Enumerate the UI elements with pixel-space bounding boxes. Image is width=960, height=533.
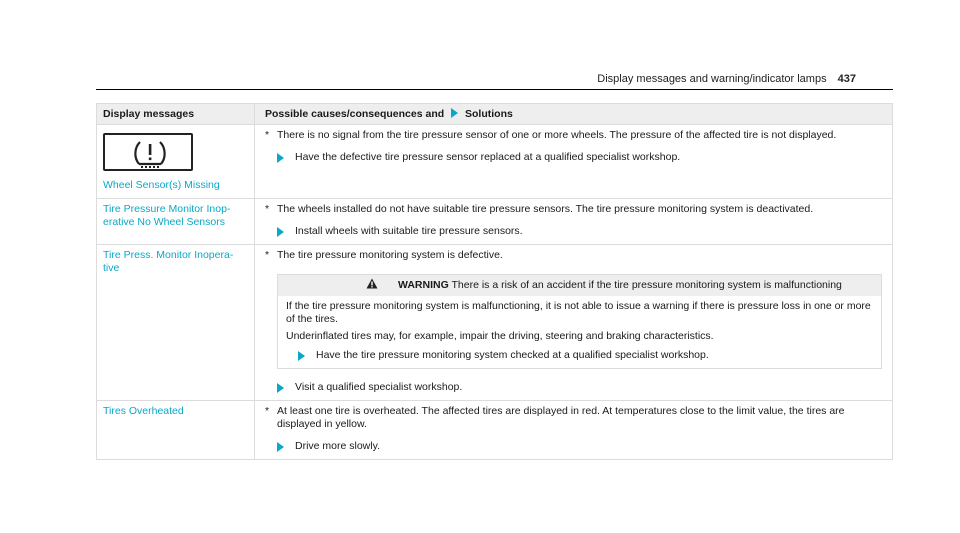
- arrow-right-icon: [277, 153, 284, 163]
- warning-triangle-icon: [366, 278, 378, 289]
- solution: Have the tire pressure monitoring system checked at a qualified specialist workshop.: [316, 349, 709, 361]
- cause-cell: [255, 125, 892, 198]
- section-title: Display messages and warning/indicator lamps: [597, 73, 827, 85]
- solution: Visit a qualified specialist workshop.: [295, 381, 463, 393]
- message-cell: [97, 401, 255, 459]
- arrow-right-icon: [298, 351, 305, 361]
- solution: Drive more slowly.: [295, 440, 380, 452]
- col-header-display-messages: Display messages: [97, 104, 255, 124]
- arrow-right-icon: [451, 108, 458, 118]
- header-rule: [96, 89, 893, 90]
- display-message: Tire Press. Monitor Inopera-tive: [103, 249, 234, 274]
- display-message: Wheel Sensor(s) Missing: [103, 179, 220, 191]
- header-title: [597, 73, 856, 85]
- arrow-right-icon: [277, 442, 284, 452]
- cause: At least one tire is overheated. The affected tires are displayed in red. At temperatures close to the limit value, the tires are displayed in yellow.: [277, 405, 845, 430]
- warning-paragraph: If the tire pressure monitoring system is malfunctioning, it is not able to issue a warning if there is pressure loss in one or more of the tires.: [286, 300, 871, 325]
- cause-text: * At least one tire is overheated. The affected tires are displayed in red. At temperatures close to the limit value, the tires are displayed in yellow.: [265, 405, 845, 430]
- table-header-row: [97, 104, 892, 124]
- solution-step: [265, 440, 882, 453]
- table-row: [97, 124, 892, 198]
- message-cell: [97, 125, 255, 198]
- table-row: [97, 198, 892, 244]
- cause-text: * The tire pressure monitoring system is defective.: [265, 249, 503, 261]
- warning-header: [278, 275, 881, 296]
- cause: There is no signal from the tire pressure sensor of one or more wheels. The pressure of the affected tire is not displayed.: [277, 129, 837, 141]
- display-message: Tire Pressure Monitor Inop-erative No Wheel Sensors: [103, 203, 231, 228]
- display-message: Tires Overheated: [103, 405, 184, 417]
- warning-label: WARNING: [398, 279, 449, 291]
- col-header-causes-solutions: [255, 104, 892, 124]
- cause-cell: [255, 199, 892, 244]
- solution: Install wheels with suitable tire pressure sensors.: [295, 225, 523, 237]
- cause-cell: [255, 245, 892, 400]
- display-messages-table: [96, 103, 893, 460]
- solution: Have the defective tire pressure sensor replaced at a qualified specialist workshop.: [295, 151, 681, 163]
- solution-step: [265, 381, 882, 394]
- cause-text: * There is no signal from the tire pressure sensor of one or more wheels. The pressure of the affected tire is not displayed.: [265, 129, 837, 141]
- table-row: [97, 244, 892, 400]
- cause: The wheels installed do not have suitable tire pressure sensors. The tire pressure monitoring system is deactivated.: [277, 203, 814, 215]
- solution-step: [286, 349, 873, 362]
- warning-body: [278, 296, 881, 368]
- warning-paragraph: Underinflated tires may, for example, impair the driving, steering and braking characteristics.: [286, 330, 714, 342]
- tire-pressure-warning-icon: [103, 133, 193, 171]
- warning-headline: There is a risk of an accident if the tire pressure monitoring system is malfunctioning: [451, 279, 842, 291]
- message-cell: [97, 199, 255, 244]
- arrow-right-icon: [277, 383, 284, 393]
- table-row: [97, 400, 892, 459]
- page-number: 437: [837, 73, 856, 85]
- cause-cell: [255, 401, 892, 459]
- solution-step: [265, 151, 882, 164]
- cause: The tire pressure monitoring system is defective.: [277, 249, 503, 261]
- warning-box: [277, 274, 882, 369]
- arrow-right-icon: [277, 227, 284, 237]
- col-header-solutions: Solutions: [465, 108, 513, 120]
- solution-step: [265, 225, 882, 238]
- col-header-causes: Possible causes/consequences and: [265, 108, 445, 120]
- message-cell: [97, 245, 255, 400]
- cause-text: * The wheels installed do not have suitable tire pressure sensors. The tire pressure monitoring system is deactivated.: [265, 203, 814, 215]
